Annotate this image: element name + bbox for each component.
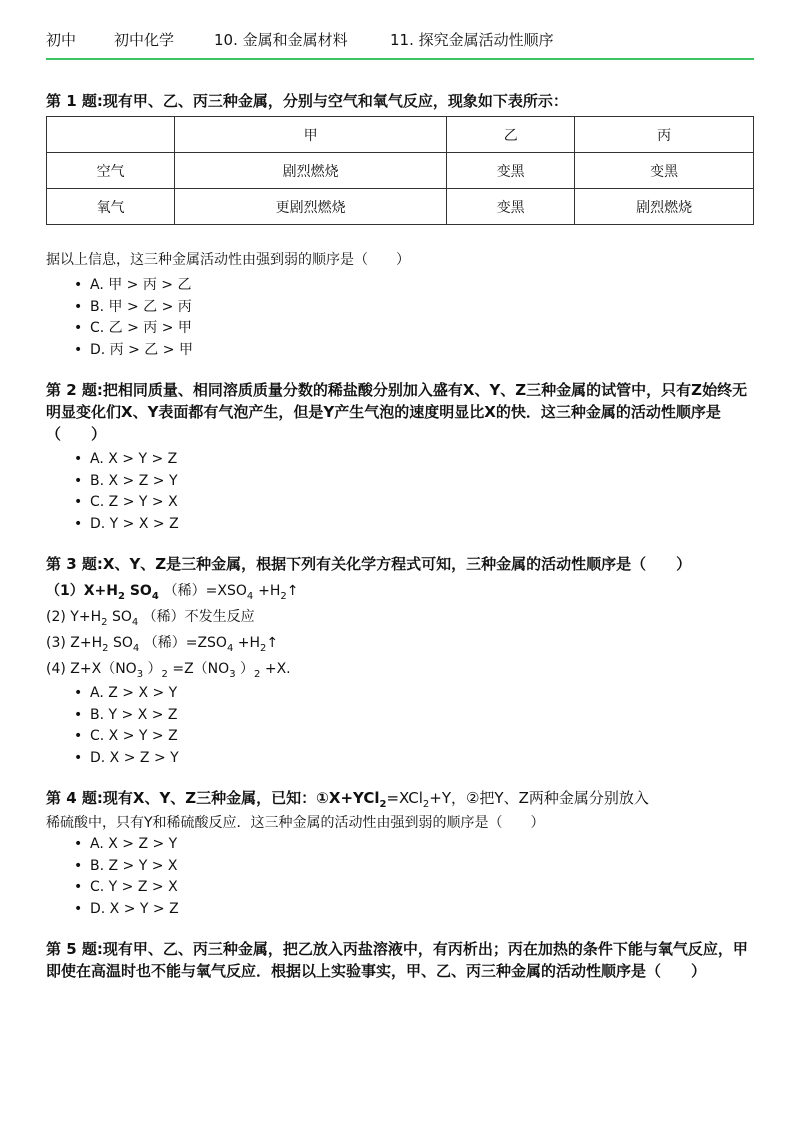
equation-list — [46, 579, 754, 683]
option-b[interactable]: • B. Z > Y > X — [74, 856, 754, 878]
option-d[interactable]: • D. X > Y > Z — [74, 899, 754, 921]
equation-4: (4) $Z+X(NO_3$ ）$_2 =Z(NO_3$ ）$_2 +X$. — [46, 661, 291, 680]
option-d[interactable]: • D. 丙 > 乙 > 甲 — [74, 340, 754, 362]
question-4 — [46, 787, 754, 920]
equation-3: (3) $Z+H_2$ $SO_4$ （稀）$=ZSO_4$ $+H_2↑$ — [46, 635, 279, 654]
breadcrumb-item[interactable]: 10. 金属和金属材料 — [214, 31, 348, 49]
table-cell: 变黑 — [447, 189, 575, 225]
option-b[interactable]: • B. Y > X > Z — [74, 705, 754, 727]
table-row — [47, 189, 754, 225]
option-c[interactable]: • C. X > Y > Z — [74, 726, 754, 748]
question-text: 稀硫酸中，只有Y和稀硫酸反应．这三种金属的活动性由强到弱的顺序是（ ） — [46, 815, 545, 831]
question-3 — [46, 553, 754, 769]
question-title: 第 3 题:X、Y、Z是三种金属，根据下列有关化学方程式可知，三种金属的活动性顺序是（ ） — [46, 555, 692, 573]
table-cell: 甲 — [175, 117, 447, 153]
option-list — [46, 834, 754, 920]
question-title: 第 4 题:现有X、Y、Z三种金属，已知：①X+YCl$_2$=XCl$_2$+Y，②把Y、Z两种金属分别放入 — [46, 789, 649, 810]
table-cell: 更剧烈燃烧 — [175, 189, 447, 225]
option-a[interactable]: • A. 甲 > 丙 > 乙 — [74, 275, 754, 297]
option-c[interactable]: • C. Z > Y > X — [74, 492, 754, 514]
option-a[interactable]: • A. Z > X > Y — [74, 683, 754, 705]
table-cell: 氧气 — [47, 189, 175, 225]
equation-2: (2) $Y+H_2$ $SO_4$ （稀）不发生反应 — [46, 609, 255, 628]
observation-table — [46, 116, 754, 225]
table-cell: 乙 — [447, 117, 575, 153]
option-b[interactable]: • B. 甲 > 乙 > 丙 — [74, 297, 754, 319]
question-title: 第 2 题:把相同质量、相同溶质质量分数的稀盐酸分别加入盛有X、Y、Z三种金属的试管中，只有Z始终无明显变化们X、Y表面都有气泡产生，但是Y产生气泡的速度明显比X的快．这三种金属的活动性顺序是（ ） — [46, 381, 748, 443]
option-b[interactable]: • B. X > Z > Y — [74, 471, 754, 493]
option-d[interactable]: • D. X > Z > Y — [74, 748, 754, 770]
option-list — [46, 449, 754, 535]
breadcrumb — [46, 0, 754, 58]
table-cell: 变黑 — [447, 153, 575, 189]
breadcrumb-item[interactable]: 初中化学 — [114, 31, 175, 49]
table-cell: 剧烈燃烧 — [575, 189, 754, 225]
table-header-row — [47, 117, 754, 153]
question-prompt: 据以上信息，这三种金属活动性由强到弱的顺序是（ ） — [46, 252, 410, 268]
header-divider — [46, 58, 754, 60]
table-cell: 空气 — [47, 153, 175, 189]
question-title: 第 1 题:现有甲、乙、丙三种金属，分别与空气和氧气反应，现象如下表所示： — [46, 92, 568, 110]
question-title: 第 5 题:现有甲、乙、丙三种金属，把乙放入丙盐溶液中，有丙析出；丙在加热的条件下能与氧气反应，甲即使在高温时也不能与氧气反应．根据以上实验事实，甲、乙、丙三种金属的活动性顺序是（ ） — [46, 940, 748, 980]
question-2 — [46, 379, 754, 535]
question-1 — [46, 90, 754, 361]
option-a[interactable]: • A. X > Z > Y — [74, 834, 754, 856]
option-list — [46, 275, 754, 361]
table-cell: 丙 — [575, 117, 754, 153]
option-c[interactable]: • C. Y > Z > X — [74, 877, 754, 899]
option-list — [46, 683, 754, 769]
table-row — [47, 153, 754, 189]
question-5 — [46, 938, 754, 982]
breadcrumb-item[interactable]: 11. 探究金属活动性顺序 — [390, 31, 554, 49]
option-d[interactable]: • D. Y > X > Z — [74, 514, 754, 536]
option-a[interactable]: • A. X > Y > Z — [74, 449, 754, 471]
table-cell — [47, 117, 175, 153]
table-cell: 变黑 — [575, 153, 754, 189]
option-c[interactable]: • C. 乙 > 丙 > 甲 — [74, 318, 754, 340]
worksheet-page — [46, 0, 754, 982]
table-cell: 剧烈燃烧 — [175, 153, 447, 189]
breadcrumb-item[interactable]: 初中 — [46, 31, 77, 49]
equation-1: $(1)X+H_2$ $SO_4$ （稀）$=XSO_4$ $+H_2↑$ — [46, 583, 299, 602]
